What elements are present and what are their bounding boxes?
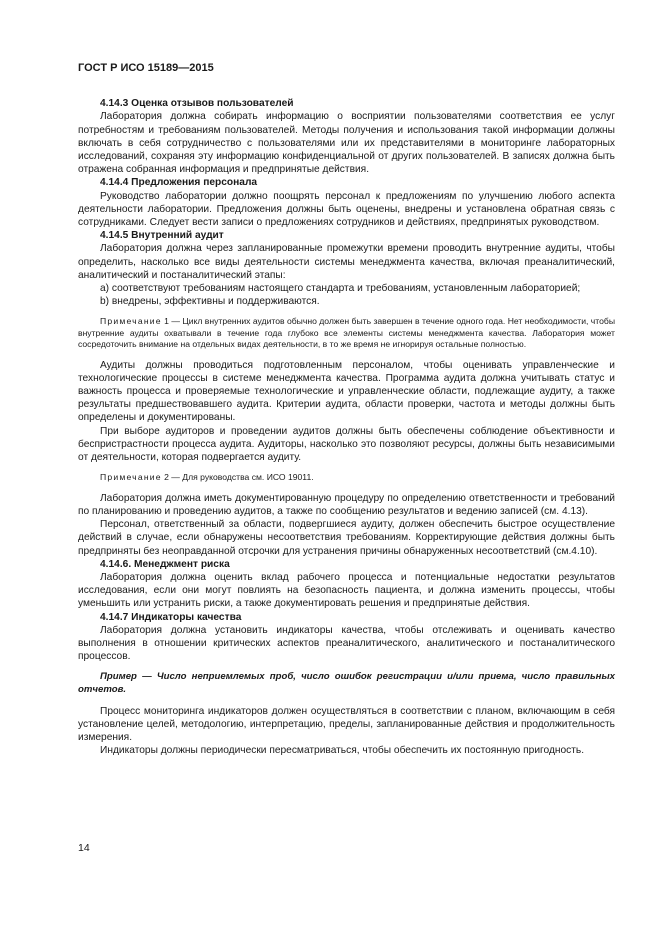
paragraph: Лаборатория должна собирать информацию о восприятии пользователями соответствия ее услуг потребностям и требованиям пользователей. Методы получения и использования такой информации должны включать в себя сотрудничество с пользователями или их представителями в мониторинге лабораторных исследований, сохраняя эту информацию конфиденциальной от других пользователей. В записях должна быть отражена собранная информация и предпринятые действия. [78, 111, 615, 176]
note-label: Примечание [100, 472, 162, 483]
section-4-14-7 [78, 611, 615, 758]
section-heading: 4.14.7 Индикаторы качества [100, 611, 242, 623]
section-4-14-6 [78, 558, 615, 611]
paragraph: Лаборатория должна установить индикаторы качества, чтобы отслеживать и оценивать качество выполнения в отношении критических аспектов преаналитического, аналитического и постаналитического процессов. [78, 624, 615, 663]
section-heading: 4.14.5 Внутренний аудит [100, 230, 224, 242]
paragraph: Индикаторы должны периодически пересматриваться, чтобы обеспечить их постоянную пригодность. [100, 745, 585, 757]
section-4-14-5 [78, 229, 615, 557]
note-text: 1 — Цикл внутренних аудитов обычно должен быть завершен в течение одного года. Нет необходимости, чтобы внутренние аудиты охватывали в течение года глубоко все элементы системы менеджмента качества. Лаборатория может сосредоточить внимание на отдельных видах деятельности, в то же время не игнорируя остальные полностью. [78, 316, 615, 350]
paragraph: Лаборатория должна иметь документированную процедуру по определению ответственности и требований по планированию и проведению аудитов, а также по сообщению результатов и ведению записей (см. 4.13). [78, 492, 615, 517]
paragraph: Руководство лаборатории должно поощрять персонал к предложениям по улучшению любого аспекта деятельности лаборатории. Предложения должны быть оценены, внедрены и установлена обратная связь с сотрудниками. Следует вести записи о предложениях сотрудников и действиях, предпринятых руководством. [78, 190, 615, 229]
section-heading: 4.14.3 Оценка отзывов пользователей [100, 98, 294, 110]
paragraph: Процесс мониторинга индикаторов должен осуществляться в соответствии с планом, включающим в себя установление целей, методологию, интерпретацию, пределы, запланированные действия и продолжительность измерения. [78, 705, 615, 743]
note-label: Примечание [100, 316, 162, 327]
section-heading: 4.14.4 Предложения персонала [100, 177, 258, 189]
section-4-14-3 [78, 97, 615, 176]
running-header: ГОСТ Р ИСО 15189—2015 [78, 62, 214, 74]
list-item-b: b) внедрены, эффективны и поддерживаются. [100, 296, 320, 308]
page-number: 14 [78, 842, 90, 854]
paragraph: Лаборатория должна оценить вклад рабочего процесса и потенциальные недостатки результатов исследования, если они могут повлиять на безопасность пациента, и должна изменить процессы, чтобы уменьшить или устранить риски, а также документировать решения и предпринятые действия. [78, 571, 615, 610]
section-4-14-4 [78, 176, 615, 229]
note-2 [78, 472, 615, 483]
example: Пример — Число неприемлемых проб, число ошибок регистрации и/или приема, число правильных отчетов. [78, 671, 615, 695]
note-1 [78, 316, 615, 350]
section-heading: 4.14.6. Менеджмент риска [100, 558, 230, 570]
paragraph: Аудиты должны проводиться подготовленным персоналом, чтобы оценивать управленческие и технологические процессы в системе менеджмента качества. Программа аудита должна учитывать статус и важность процесса и проверяемые технологические и управленческие области, подлежащие аудиту, а также результаты предшествовавшего аудита. Критерии аудита, области проверки, частота и методы должны быть определены и документированы. [78, 359, 615, 424]
paragraph: Персонал, ответственный за области, подвергшиеся аудиту, должен обеспечить быстрое осуществление действий в случае, если обнаружены несоответствия требованиям. Корректирующие действия должны быть предприняты без неоправданной отсрочки для устранения причины обнаруженных несоответствий (см.4.10). [78, 519, 615, 557]
note-text: 2 — Для руководства см. ИСО 19011. [161, 472, 314, 483]
list-item-a: а) соответствуют требованиям настоящего стандарта и требованиям, установленным лабораторией; [100, 283, 581, 295]
paragraph: Лаборатория должна через запланированные промежутки времени проводить внутренние аудиты, чтобы определить, насколько все виды деятельности системы менеджмента качества, включая преаналитический, аналитический и постаналитический этапы: [78, 243, 615, 281]
paragraph: При выборе аудиторов и проведении аудитов должны быть обеспечены соблюдение объективности и беспристрастности процесса аудита. Аудиторы, насколько это позволяют ресурсы, должны быть независимыми от деятельности, которая подвергается аудиту. [78, 425, 615, 464]
